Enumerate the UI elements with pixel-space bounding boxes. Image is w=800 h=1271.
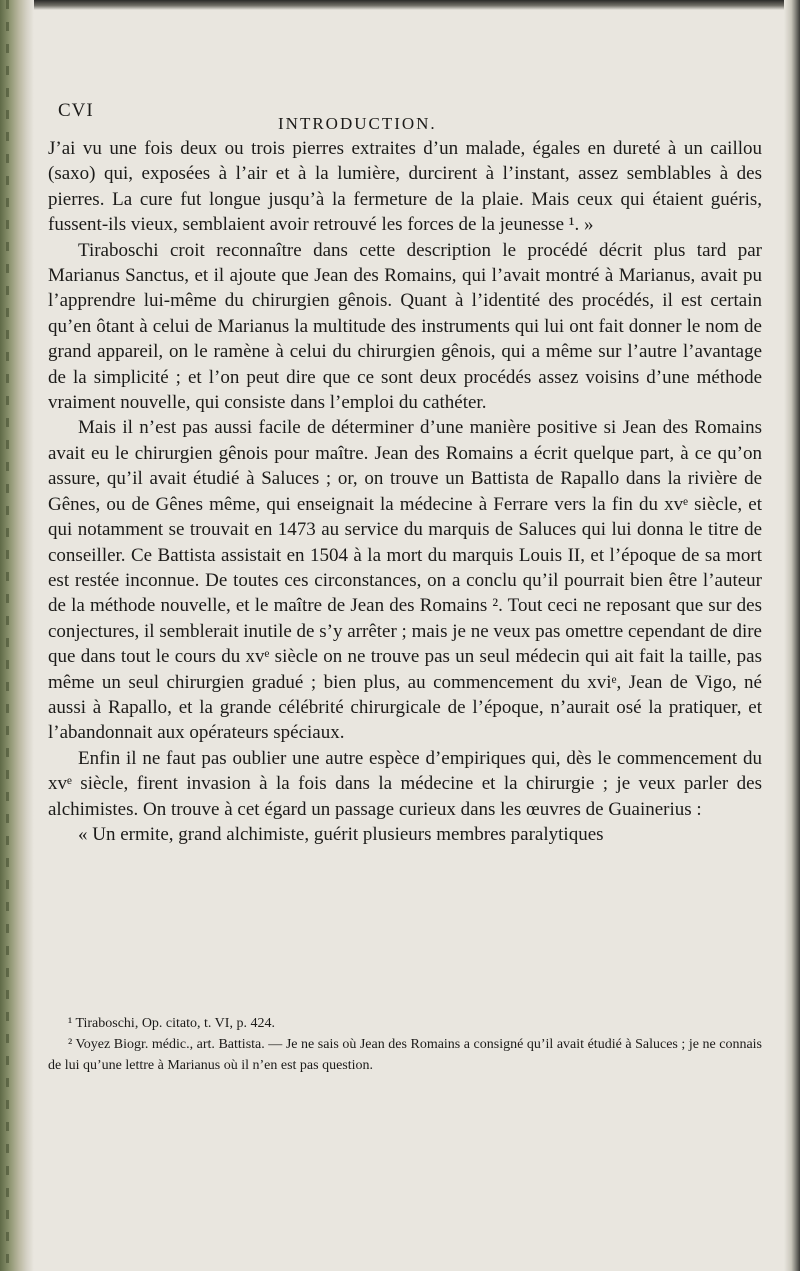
paragraph: Tiraboschi croit reconnaître dans cette description le procédé décrit plus tard par Marianus Sanctus, et il ajoute que Jean des Romains, qui l’avait montré à Marianus, avait pu l’apprendre lui-même du chirurgien gênois. Quant à l’identité des procédés, il est certain qu’en ôtant à celui de Marianus la multitude des instruments qui lui ont fait donner le nom de grand appareil, on le ramène à celui du chirurgien gênois, qui a même sur l’autre l’avantage de la simplicité ; et l’on peut dire que ce sont deux procédés assez voisins d’une méthode vraiment nouvelle, qui consiste dans l’emploi du cathéter.	[48, 239, 762, 414]
quotation: « Un ermite, grand alchimiste, guérit plusieurs membres paralytiques	[78, 823, 604, 845]
body-text	[48, 136, 762, 847]
paragraph: Mais il n’est pas aussi facile de déterminer d’une manière positive si Jean des Romains avait eu le chirurgien gênois pour maître. Jean des Romains a écrit quelque part, à ce qu’on assure, qu’il avait étudié à Saluces ; or, on trouve un Battista de Rapallo dans la rivière de Gênes, ou de Gênes même, qui enseignait la médecine à Ferrare vers la fin du xvᵉ siècle, et qui notamment se trouvait en 1473 au service du marquis de Saluces qui lui donna le titre de conseiller. Ce Battista assistait en 1504 à la mort du marquis Louis II, et l’époque de sa mort est restée inconnue. De toutes ces circonstances, on a conclu qu’il pourrait bien être l’auteur de la méthode nouvelle, et le maître de Jean des Romains ². Tout ceci ne reposant que sur des conjectures, il semblerait inutile de s’y arrêter ; mais je ne veux pas omettre cependant de dire que dans tout le cours du xvᵉ siècle on ne trouve pas un seul médecin qui ait fait la taille, pas même un seul chirurgien gradué ; bien plus, au commencement du xviᵉ, Jean de Vigo, né aussi à Rapallo, et la grande célébrité chirurgicale de l’époque, n’aurait osé la pratiquer, et l’abandonnait aux opérateurs spéciaux.	[48, 417, 762, 744]
running-head: INTRODUCTION.	[278, 114, 437, 133]
book-binding-edge	[0, 0, 34, 1271]
page-number: CVI	[58, 100, 94, 121]
footnote: ² Voyez Biogr. médic., art. Battista. — Je ne sais où Jean des Romains a consigné qu’il avait étudié à Saluces ; je ne connais de lui qu’une lettre à Marianus où il n’en est pas question.	[48, 1037, 762, 1073]
scan-top-edge	[34, 0, 784, 10]
footnote: ¹ Tiraboschi, Op. citato, t. VI, p. 424.	[68, 1016, 275, 1031]
paragraph: Enfin il ne faut pas oublier une autre espèce d’empiriques qui, dès le commencement du xvᵉ siècle, firent invasion à la fois dans la médecine et la chirurgie ; je veux parler des alchimistes. On trouve à cet égard un passage curieux dans les œuvres de Guainerius :	[48, 747, 762, 820]
page-right-edge	[784, 0, 800, 1271]
page-header	[48, 100, 748, 133]
footnotes	[48, 1013, 762, 1076]
paragraph: J’ai vu une fois deux ou trois pierres extraites d’un malade, égales en dureté à un caillou (saxo) qui, exposées à l’air et à la lumière, durcirent à l’instant, assez semblables à des pierres. La cure fut longue jusqu’à la fermeture de la plaie. Mais ceux qui étaient guéris, fussent-ils vieux, semblaient avoir retrouvé les forces de la jeunesse ¹. »	[48, 138, 762, 236]
